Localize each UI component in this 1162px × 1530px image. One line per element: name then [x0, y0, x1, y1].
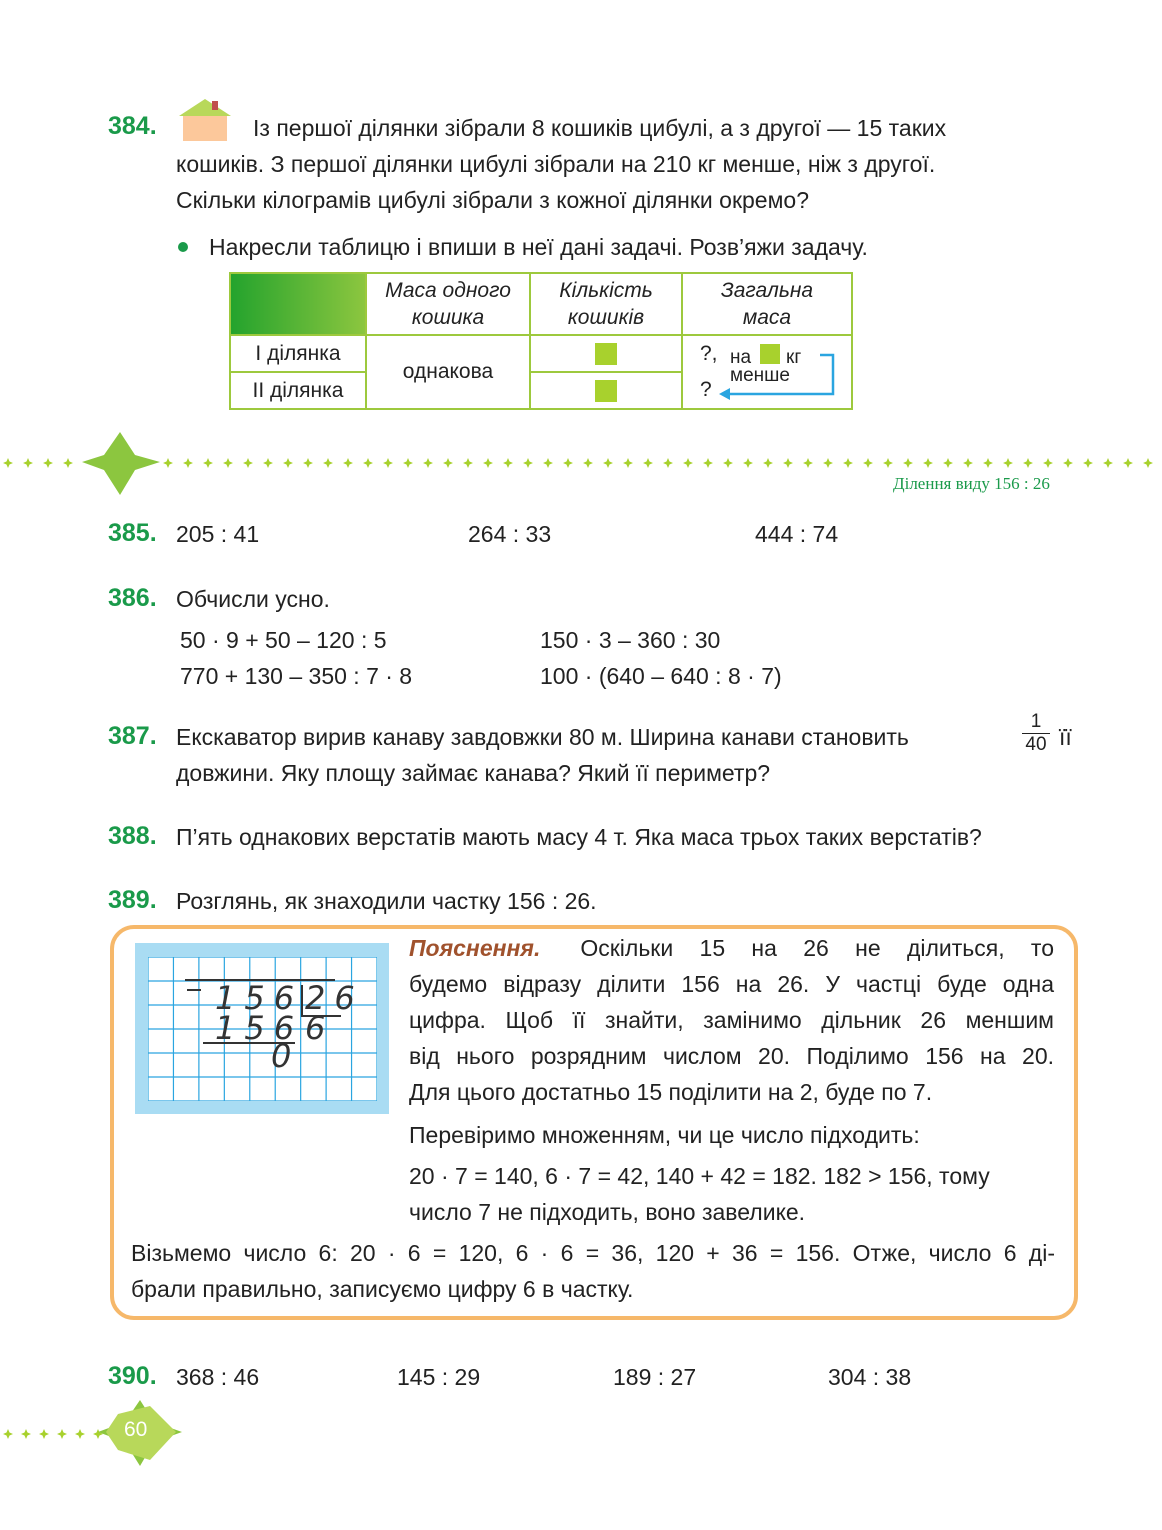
- table-row-label-1: І ділянка: [230, 335, 366, 372]
- page-number: 60: [124, 1418, 148, 1441]
- note-kg: кг: [786, 347, 802, 368]
- divider-star: [1063, 458, 1073, 468]
- divider-star: [583, 458, 593, 468]
- divider-star: [303, 458, 313, 468]
- problem-386-item-1: 50 · 9 + 50 – 120 : 5: [180, 627, 387, 653]
- divider-star: [843, 458, 853, 468]
- divider-star: [283, 458, 293, 468]
- problem-387-line-1: Екскаватор вирив канаву завдовжки 80 м. Ширина канави становить: [176, 724, 909, 750]
- divider-star: [383, 458, 393, 468]
- divider-star: [1123, 458, 1133, 468]
- problem-384-line-2: кошиків. З першої ділянки цибулі зібрали на 210 кг менше, ніж з другої.: [176, 151, 936, 177]
- divider-star: [1043, 458, 1053, 468]
- note-less: менше: [730, 365, 790, 386]
- divider-star: [603, 458, 613, 468]
- explanation-calc-1: 20 · 7 = 140, 6 · 7 = 42, 140 + 42 = 182. 182 > 156, тому: [409, 1163, 990, 1189]
- divider-star: [723, 458, 733, 468]
- divider-star: [1103, 458, 1113, 468]
- divider-star: [3, 1429, 13, 1439]
- explanation-check: Перевіримо множенням, чи це число підходить:: [409, 1122, 920, 1148]
- divider-star: [263, 458, 273, 468]
- note-na: на: [730, 347, 752, 368]
- section-title: Ділення виду 156 : 26: [893, 474, 1050, 493]
- fraction-numerator: 1: [1030, 711, 1042, 732]
- divider-star: [1143, 458, 1153, 468]
- problem-389-text: Розглянь, як знаходили частку 156 : 26.: [176, 888, 597, 914]
- divider-star: [803, 458, 813, 468]
- problem-384-number: 384.: [108, 112, 157, 140]
- table-header-total: Загальна маса: [682, 273, 852, 335]
- problem-387-line-1-end: її: [1059, 724, 1072, 750]
- divider-star: [75, 1429, 85, 1439]
- problem-385-item-2: 264 : 33: [468, 521, 552, 547]
- table-count-cell-1: [530, 335, 682, 372]
- explanation-final-2: брали правильно, записуємо цифру 6 в частку.: [131, 1276, 634, 1302]
- problem-387-line-2: довжини. Яку площу займає канава? Який її периметр?: [176, 760, 771, 786]
- divider-star: [743, 458, 753, 468]
- table-count-cell-2: [530, 372, 682, 409]
- explanation-line-4: від нього розрядним числом 20. Поділимо 156 на 20.: [409, 1043, 1054, 1069]
- divider-star: [1023, 458, 1033, 468]
- explanation-final-1: Візьмемо число 6: 20 · 6 = 120, 6 · 6 = 36, 120 + 36 = 156. Отже, число 6 ді-: [131, 1240, 1055, 1266]
- explanation-line-5: Для цього достатньо 15 поділити на 2, буде по 7.: [409, 1079, 933, 1105]
- problem-390-number: 390.: [108, 1362, 157, 1390]
- divider-star: [323, 458, 333, 468]
- divider-star: [43, 458, 53, 468]
- divider-star: [883, 458, 893, 468]
- problem-385-number: 385.: [108, 519, 157, 547]
- divider-star: [823, 458, 833, 468]
- problem-384-line-3: Скільки кілограмів цибулі зібрали з кожної ділянки окремо?: [176, 187, 809, 213]
- total-question-2: ?: [700, 378, 712, 401]
- explanation-calc-2: число 7 не підходить, воно завелике.: [409, 1199, 806, 1225]
- divider-star: [963, 458, 973, 468]
- explanation-line-3: цифра. Щоб її знайти, замінимо дільник 26 меншим: [409, 1007, 1054, 1033]
- handwritten-divisor: 26: [305, 979, 364, 1017]
- divider-star: [443, 458, 453, 468]
- divider-star: [423, 458, 433, 468]
- minus-sign: [187, 989, 201, 991]
- divider-star: [223, 458, 233, 468]
- divider-star: [543, 458, 553, 468]
- problem-384-line-1: Із першої ділянки зібрали 8 кошиків цибулі, а з другої — 15 таких: [253, 115, 947, 141]
- problem-387-number: 387.: [108, 722, 157, 750]
- handwritten-product: 156: [215, 1009, 304, 1047]
- divider-star: [463, 458, 473, 468]
- problem-390-item-4: 304 : 38: [828, 1364, 912, 1390]
- explanation-line-2: будемо відразу ділити 156 на 26. У частці буде одна: [409, 971, 1054, 997]
- table-mass-value: однакова: [366, 335, 530, 409]
- fraction-denominator: 40: [1022, 733, 1050, 756]
- divider-star: [1003, 458, 1013, 468]
- table-total-cell: [682, 335, 852, 409]
- divider-star: [363, 458, 373, 468]
- problem-388-number: 388.: [108, 822, 157, 850]
- divider-star: [63, 458, 73, 468]
- bullet-dot: [178, 242, 188, 252]
- total-question-1: ?,: [700, 342, 718, 365]
- blank-square: [595, 343, 617, 365]
- divider-star: [923, 458, 933, 468]
- divider-star: [183, 458, 193, 468]
- divider-star: [563, 458, 573, 468]
- divider-star: [343, 458, 353, 468]
- divider-star: [943, 458, 953, 468]
- problem-386-text: Обчисли усно.: [176, 586, 330, 612]
- divider-star: [763, 458, 773, 468]
- divider-star: [39, 1429, 49, 1439]
- house-icon: [176, 96, 234, 144]
- divider-star: [903, 458, 913, 468]
- problem-390-item-1: 368 : 46: [176, 1364, 260, 1390]
- divider-star: [93, 1429, 103, 1439]
- divider-star: [863, 458, 873, 468]
- divider-star: [1083, 458, 1093, 468]
- grid-panel: [135, 943, 389, 1114]
- problem-388-text: П’ять однакових верстатів мають масу 4 т. Яка маса трьох таких верстатів?: [176, 824, 982, 850]
- problem-384-table: [229, 272, 853, 410]
- divider-star: [163, 458, 173, 468]
- divider-star: [21, 1429, 31, 1439]
- divider-star: [523, 458, 533, 468]
- table-row-label-2: ІІ ділянка: [230, 372, 366, 409]
- divider-star: [243, 458, 253, 468]
- divider-star: [983, 458, 993, 468]
- problem-386-item-3: 770 + 130 – 350 : 7 · 8: [180, 663, 413, 689]
- handwritten-quotient: 6: [305, 1009, 326, 1047]
- handwritten-dividend: 156: [215, 979, 304, 1017]
- problem-386-item-2: 150 · 3 – 360 : 30: [540, 627, 721, 653]
- explanation-line-1: Пояснення. Оскільки 15 на 26 не ділиться, то: [409, 935, 1054, 961]
- explanation-title: Пояснення.: [409, 935, 541, 961]
- divider-star: [57, 1429, 67, 1439]
- table-header-count: Кількість кошиків: [530, 273, 682, 335]
- fraction: [1022, 711, 1050, 756]
- problem-386-item-4: 100 · (640 – 640 : 8 · 7): [540, 663, 782, 689]
- problem-385-item-3: 444 : 74: [755, 521, 839, 547]
- problem-389-number: 389.: [108, 886, 157, 914]
- problem-384-task: Накресли таблицю і впиши в неї дані задачі. Розв’яжи задачу.: [209, 234, 868, 260]
- divider-star: [783, 458, 793, 468]
- divider-star: [403, 458, 413, 468]
- handwritten-remainder: 0: [271, 1037, 292, 1075]
- divider-star: [203, 458, 213, 468]
- divider-star: [623, 458, 633, 468]
- problem-386-number: 386.: [108, 584, 157, 612]
- problem-385-item-1: 205 : 41: [176, 521, 260, 547]
- divider-star: [503, 458, 513, 468]
- divider-star: [3, 458, 13, 468]
- problem-390-item-3: 189 : 27: [613, 1364, 697, 1390]
- page-number-badge: [0, 1398, 200, 1473]
- divider-star: [683, 458, 693, 468]
- table-corner-cell: [230, 273, 366, 335]
- divider-star: [483, 458, 493, 468]
- divider-star: [23, 458, 33, 468]
- table-header-mass: Маса одного кошика: [366, 273, 530, 335]
- divider-star: [643, 458, 653, 468]
- divider-star: [703, 458, 713, 468]
- problem-390-item-2: 145 : 29: [397, 1364, 481, 1390]
- arrow-icon: [719, 352, 837, 400]
- divider-star: [663, 458, 673, 468]
- blank-square: [595, 380, 617, 402]
